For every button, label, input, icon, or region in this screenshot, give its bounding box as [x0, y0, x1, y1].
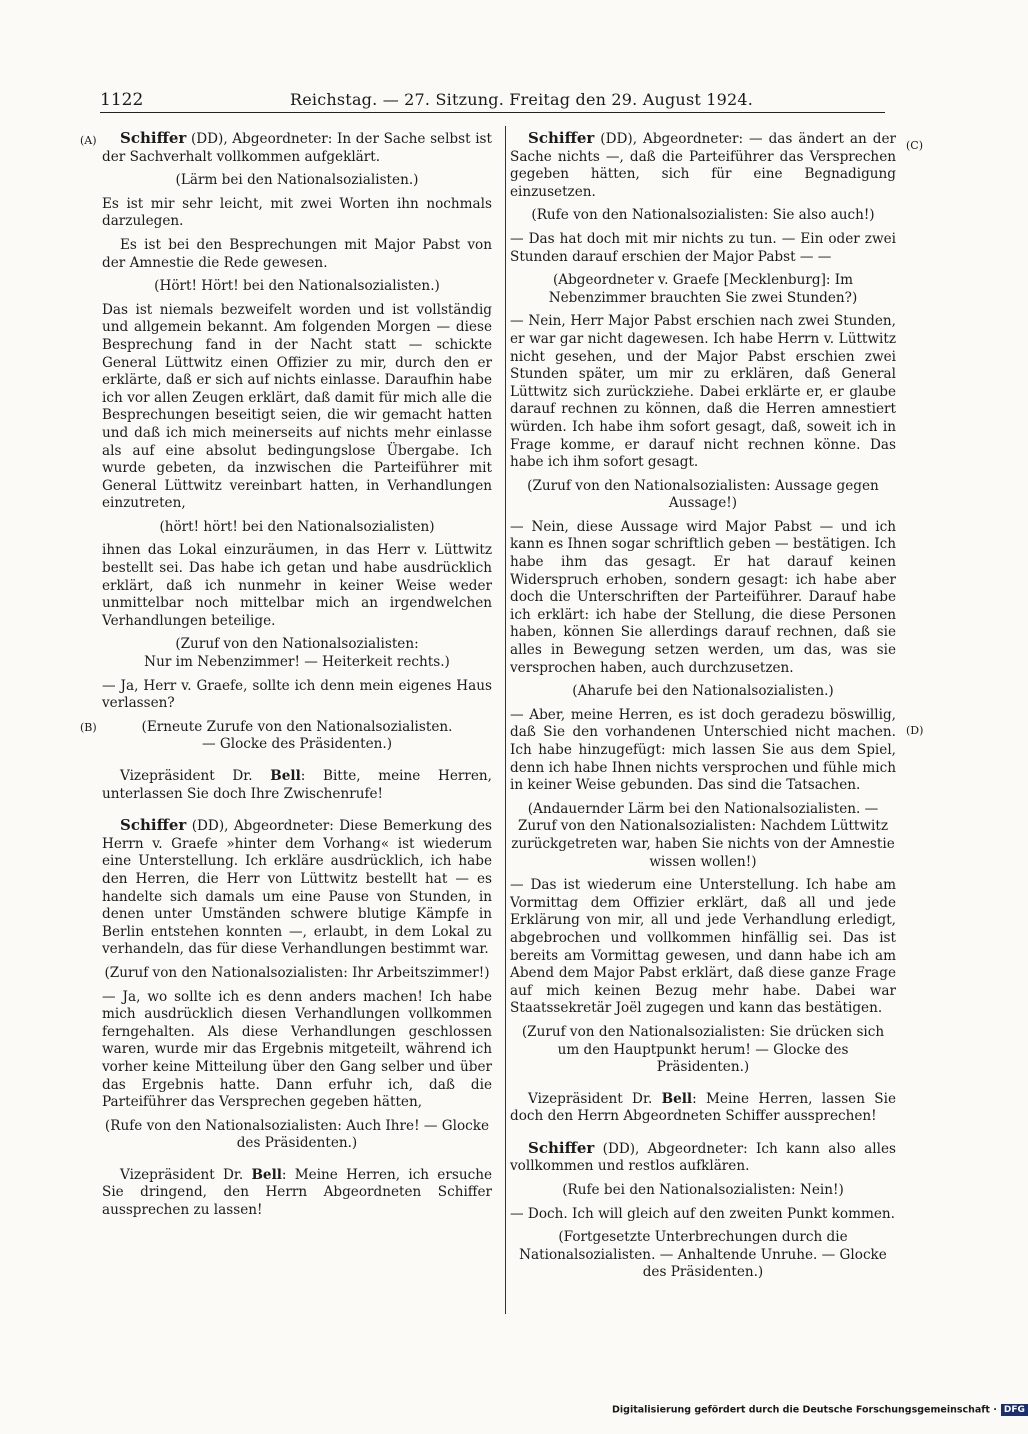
credit-text: Digitalisierung gefördert durch die Deutsche Forschungsgemeinschaft ·: [612, 1404, 997, 1416]
speaker-name: Schiffer: [528, 1138, 595, 1157]
speech-paragraph: Schiffer (DD), Abgeordneter: In der Sache selbst ist der Sachverhalt vollkommen aufgeklärt.: [102, 129, 492, 165]
speaker-name: Schiffer: [120, 129, 187, 147]
speech-paragraph: Schiffer (DD), Abgeordneter: Ich kann also alles vollkommen und restlos aufklären.: [510, 1138, 896, 1175]
page-number: 1122: [100, 90, 144, 110]
margin-mark-a: (A): [80, 134, 97, 147]
speech-paragraph: — Ja, wo sollte ich es denn anders machen! Ich habe mich ausdrücklich diesen Verhandlungen vollkommen ferngehalten. Als diese Verhandlungen geschlossen waren, wurde mir das Ergebnis mitgeteilt, während ich vorher keine Mitteilung über den Gang selber und über das Ergebnis hatte. Dann erfuhr ich, daß die Parteiführer das Versprechen gegeben hätten,: [102, 988, 492, 1111]
stage-direction: (Hört! Hört! bei den Nationalsozialisten.): [154, 278, 440, 295]
stage-direction: (Abgeordneter v. Graefe [Mecklenburg]: Im Nebenzimmer brauchten Sie zwei Stunden?): [548, 272, 858, 306]
speech-paragraph: — Das ist wiederum eine Unterstellung. Ich habe am Vormittag dem Offizier erklärt, daß all und jede Erklärung von mir, all und jede Verhandlung erledigt, abgebrochen und vollkommen hinfällig sei. Das ist bereits am Vormittag gewesen, und dann habe ich am Abend dem Major Pabst erklärt, daß diese ganze Frage auf mich keinen Bezug mehr habe. Dabei war Staatssekretär Joël zugegen und kann das bestätigen.: [510, 877, 896, 1017]
speech-paragraph: — Doch. Ich will gleich auf den zweiten Punkt kommen.: [510, 1205, 896, 1222]
speech-paragraph: — Aber, meine Herren, es ist doch geradezu böswillig, daß Sie den vorhandenen Unterschied nicht machen. Ich habe hinzugefügt: mich lassen Sie aus dem Spiel, denn ich habe Ihnen nichts versprochen und fühle mich in keiner Weise gebunden. Das sind die Tatsachen.: [510, 706, 896, 794]
speaker-name: Schiffer: [120, 816, 187, 835]
speech-paragraph: Es ist bei den Besprechungen mit Major Pabst von der Amnestie die Rede gewesen.: [102, 236, 492, 271]
speech-paragraph: — Nein, Herr Major Pabst erschien nach zwei Stunden, er war gar nicht dagewesen. Ich habe Herrn v. Lüttwitz nicht gesehen, und der Major Pabst erschien zwei Stunden später, um mir zu erklären, daß General Lüttwitz sich zurückziehe. Dabei erklärte er, er glaube darauf rechnen zu können, daß die Herren amnestiert würden. Ich habe ihm sofort gesagt, daß, soweit ich in Frage komme, er darauf nicht rechnen könne. Das habe ich ihm sofort gesagt.: [510, 313, 896, 471]
stage-direction: (Rufe bei den Nationalsozialisten: Nein!): [562, 1182, 844, 1199]
speech-paragraph: Schiffer (DD), Abgeordneter: Diese Bemerkung des Herrn v. Graefe »hinter dem Vorhang« ist wiederum eine Unterstellung. Ich erkläre ausdrücklich, ich habe den Herren, die Herr von Lüttwitz bestellt hat — es handelte sich damals um eine Pause von Stunden, in denen unter Umständen schwere blutige Kämpfe in Berlin entstehen konnten —, erlaubt, in dem Lokal zu verhandeln, das für diese Verhandlungen bestimmt war.: [102, 816, 492, 958]
stage-direction: (Zuruf von den Nationalsozialisten: Aussage gegen Aussage!): [527, 477, 879, 512]
speech-paragraph: Vizepräsident Dr. Bell: Bitte, meine Herren, unterlassen Sie doch Ihre Zwischenrufe!: [102, 768, 492, 802]
stage-direction: (Lärm bei den Nationalsozialisten.): [175, 172, 419, 189]
speech-paragraph: Schiffer (DD), Abgeordneter: — das ändert an der Sache nichts —, daß die Parteiführer das Versprechen gegeben hätten, sich für eine Begnadigung einzusetzen.: [510, 129, 896, 200]
stage-direction: (Fortgesetzte Unterbrechungen durch die Nationalsozialisten. — Anhaltende Unruhe. — Glocke des Präsidenten.): [519, 1229, 887, 1281]
margin-mark-c: (C): [906, 139, 923, 152]
stage-direction: (Erneute Zurufe von den Nationalsozialisten. — Glocke des Präsidenten.): [141, 718, 453, 753]
speech-paragraph: — Nein, diese Aussage wird Major Pabst — und ich kann es Ihnen sogar schriftlich geben — bestätigen. Ich habe ihm das gesagt. Er hat darauf keinen Widerspruch erhoben, sondern gesagt: ich habe aber doch die Unterschriften der Parteiführer. Darauf habe ich erklärt: ich habe der Stellung, die diese Personen haben, können Sie allerdings darauf rechnen, daß sie alles in Bewegung setzen werden, um das, was sie versprochen haben, auch durchzusetzen.: [510, 518, 896, 676]
stage-direction: (Aharufe bei den Nationalsozialisten.): [572, 683, 834, 700]
margin-mark-b: (B): [80, 721, 97, 734]
page-header: [100, 90, 890, 114]
right-column: [510, 130, 896, 1282]
speaker-name: Bell: [270, 768, 301, 784]
speaker-name: Schiffer: [528, 129, 595, 147]
speech-paragraph: — Ja, Herr v. Graefe, sollte ich denn mein eigenes Haus verlassen?: [102, 677, 492, 712]
speech-paragraph: Es ist mir sehr leicht, mit zwei Worten ihn nochmals darzulegen.: [102, 195, 492, 230]
speech-paragraph: Vizepräsident Dr. Bell: Meine Herren, lassen Sie doch den Herrn Abgeordneten Schiffer aussprechen!: [510, 1090, 896, 1125]
speech-paragraph: Das ist niemals bezweifelt worden und ist vollständig und allgemein bekannt. Am folgenden Morgen — diese Besprechung fand in der Nacht statt — schickte General Lüttwitz einen Offizier zu mir, durch den er erklärte, daß er sich auf nichts einlasse. Daraufhin habe ich vor allen Zeugen erklärt, daß damit für mich alle die Besprechungen beseitigt seien, die wir gemacht hatten und daß ich mich meinerseits auf nichts mehr einlasse als auf eine absolut bedingungslose Übergabe. Ich wurde gebeten, da inzwischen die Parteiführer mit General Lüttwitz vereinbart hatten, in Verhandlungen einzutreten,: [102, 301, 492, 512]
running-title: Reichstag. — 27. Sitzung. Freitag den 29. August 1924.: [290, 90, 754, 109]
margin-mark-d: (D): [906, 724, 924, 737]
column-divider: [505, 126, 506, 1314]
digitization-credit: [612, 1404, 1028, 1416]
stage-direction: (Andauernder Lärm bei den Nationalsozialisten. — Zuruf von den Nationalsozialisten: Nachdem Lüttwitz zurückgetreten war, haben Sie nichts von der Amnestie wissen wollen!): [511, 800, 895, 870]
speech-paragraph: — Das hat doch mit mir nichts zu tun. — Ein oder zwei Stunden darauf erschien der Major Pabst — —: [510, 230, 896, 265]
speech-paragraph: ihnen das Lokal einzuräumen, in das Herr v. Lüttwitz bestellt sei. Das habe ich getan und habe ausdrücklich erklärt, daß ich nunmehr in keiner Weise weder unmittelbar noch mittelbar mich an irgendwelchen Verhandlungen beteilige.: [102, 542, 492, 629]
speaker-name: Bell: [661, 1090, 693, 1107]
dfg-logo: DFG: [1001, 1404, 1028, 1416]
speaker-name: Bell: [251, 1166, 282, 1183]
stage-direction: (Zuruf von den Nationalsozialisten: Ihr Arbeitszimmer!): [104, 964, 490, 981]
stage-direction: (Rufe von den Nationalsozialisten: Auch Ihre! — Glocke des Präsidenten.): [104, 1117, 490, 1152]
header-rule: [100, 112, 885, 113]
left-column: [102, 130, 492, 1220]
stage-direction: (Rufe von den Nationalsozialisten: Sie also auch!): [531, 207, 875, 224]
speech-paragraph: Vizepräsident Dr. Bell: Meine Herren, ich ersuche Sie dringend, den Herrn Abgeordneten Schiffer aussprechen zu lassen!: [102, 1166, 492, 1219]
stage-direction: (hört! hört! bei den Nationalsozialisten): [159, 518, 435, 535]
stage-direction: (Zuruf von den Nationalsozialisten: Nur im Nebenzimmer! — Heiterkeit rechts.): [144, 636, 450, 671]
stage-direction: (Zuruf von den Nationalsozialisten: Sie drücken sich um den Hauptpunkt herum! — Glocke des Präsidenten.): [521, 1023, 885, 1076]
